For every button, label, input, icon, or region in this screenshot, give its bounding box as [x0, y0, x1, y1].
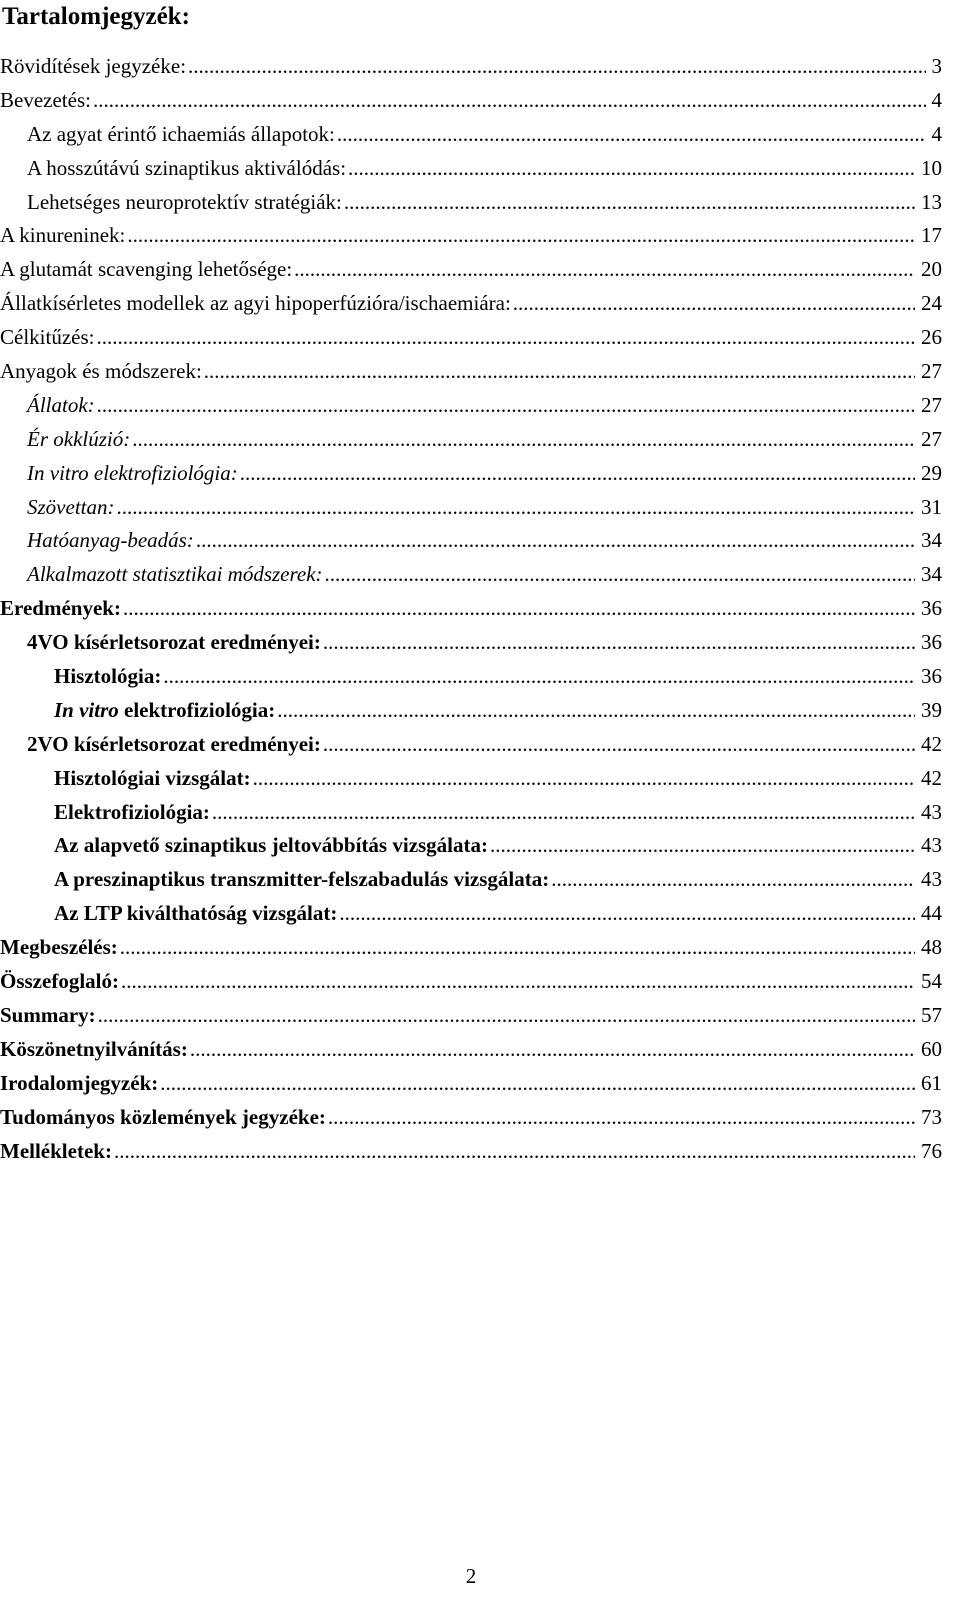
- toc-entry-page-number: 20: [921, 257, 942, 282]
- toc-entry-label: Állatkísérletes modellek az agyi hipoperfúzióra/ischaemiára:: [0, 291, 511, 316]
- toc-entry-label: Köszönetnyilvánítás:: [0, 1036, 188, 1061]
- toc-entry[interactable]: [0, 321, 942, 355]
- dot-leader: [196, 524, 915, 558]
- toc-entry[interactable]: [0, 524, 942, 558]
- toc-entry-page-number: 3: [931, 54, 942, 78]
- toc-entry-label: 2VO kísérletsorozat eredményei:: [27, 731, 321, 756]
- toc-entry[interactable]: [0, 355, 942, 389]
- dot-leader: [96, 321, 915, 355]
- toc-entry-label: Hisztológia:: [54, 664, 162, 689]
- toc-entry[interactable]: [0, 1135, 942, 1169]
- toc-entry[interactable]: [0, 1067, 942, 1101]
- toc-entry[interactable]: [0, 931, 942, 965]
- toc-entry[interactable]: [0, 152, 942, 186]
- dot-leader: [190, 1033, 915, 1067]
- toc-entry-label: Célkitűzés:: [0, 325, 95, 350]
- toc-entry-page-number: 24: [921, 291, 942, 316]
- toc-entry-label: Mellékletek:: [0, 1138, 112, 1163]
- toc-entry[interactable]: [0, 1033, 942, 1067]
- toc-entry-page-number: 17: [921, 223, 942, 248]
- toc-entry-label: Lehetséges neuroprotektív stratégiák:: [27, 189, 342, 214]
- dot-leader: [513, 287, 915, 321]
- dot-leader: [344, 186, 915, 220]
- toc-entry-page-number: 43: [921, 799, 942, 824]
- toc-entry[interactable]: [0, 897, 942, 931]
- toc-entry-page-number: 42: [921, 765, 942, 790]
- toc-entry[interactable]: [0, 389, 942, 423]
- dot-leader: [120, 931, 915, 965]
- page-number: 2: [465, 1564, 477, 1588]
- dot-leader: [337, 118, 926, 152]
- toc-entry[interactable]: [0, 626, 942, 660]
- toc-entry-label: Anyagok és módszerek:: [0, 359, 202, 384]
- toc-entry-label: A hosszútávú szinaptikus aktiválódás:: [27, 155, 347, 180]
- toc-entry-page-number: 34: [921, 528, 942, 553]
- toc-entry[interactable]: [0, 491, 942, 525]
- dot-leader: [240, 457, 915, 491]
- toc-entry[interactable]: [0, 50, 942, 84]
- toc-entry[interactable]: [0, 253, 942, 287]
- toc-entry-label: A glutamát scavenging lehetősége:: [0, 257, 293, 282]
- toc-entry[interactable]: [0, 999, 942, 1033]
- dot-leader: [325, 558, 915, 592]
- toc-entry-page-number: 4: [931, 121, 942, 146]
- toc-entry[interactable]: [0, 219, 942, 253]
- toc-entry-label: Az LTP kiválthatóság vizsgálat:: [54, 901, 338, 926]
- toc-entry-page-number: 29: [921, 460, 942, 485]
- dot-leader: [551, 863, 915, 897]
- toc-entry[interactable]: [0, 287, 942, 321]
- toc-entry-label-italic: In vitro: [54, 697, 119, 722]
- toc-entry[interactable]: [0, 1101, 942, 1135]
- toc-entry-label: A preszinaptikus transzmitter-felszabadulás vizsgálata:: [54, 867, 550, 892]
- dot-leader: [294, 253, 915, 287]
- toc-entry-page-number: 34: [921, 562, 942, 587]
- toc-entry-label: Az agyat érintő ichaemiás állapotok:: [27, 121, 335, 146]
- toc-entry-page-number: 61: [921, 1070, 942, 1095]
- dot-leader: [204, 355, 915, 389]
- toc-entry-label: Az alapvető szinaptikus jeltovábbítás vizsgálata:: [54, 833, 489, 858]
- dot-leader: [97, 389, 915, 423]
- toc-entry[interactable]: [0, 558, 942, 592]
- toc-entry-label: Irodalomjegyzék:: [0, 1070, 159, 1095]
- dot-leader: [348, 152, 915, 186]
- toc-entry-label: Alkalmazott statisztikai módszerek:: [27, 562, 323, 587]
- toc-entry-page-number: 54: [921, 969, 942, 994]
- toc-entry-label: Állatok:: [27, 392, 95, 417]
- toc-entry-label: Bevezetés:: [0, 87, 91, 112]
- toc-entry-page-number: 42: [921, 731, 942, 756]
- toc-entry-page-number: 43: [921, 867, 942, 892]
- toc-entry[interactable]: [0, 186, 942, 220]
- toc-entry-label: [54, 694, 275, 728]
- toc-entry[interactable]: [0, 118, 942, 152]
- toc-entry-page-number: 43: [921, 833, 942, 858]
- toc-entry-page-number: 48: [921, 935, 942, 960]
- toc-entry-page-number: 57: [921, 1002, 942, 1027]
- dot-leader: [98, 999, 915, 1033]
- toc-entry-label: Hisztológiai vizsgálat:: [54, 765, 251, 790]
- dot-leader: [323, 626, 915, 660]
- toc-entry[interactable]: [0, 592, 942, 626]
- toc-entry-label: Ér okklúzió:: [27, 426, 131, 451]
- toc-entry-page-number: 13: [921, 189, 942, 214]
- toc-entry-page-number: 10: [921, 155, 942, 180]
- toc-entry[interactable]: [0, 762, 942, 796]
- toc-entry[interactable]: [0, 423, 942, 457]
- toc-entry-page-number: 27: [921, 392, 942, 417]
- dot-leader: [121, 965, 915, 999]
- toc-entry-label: Rövidítések jegyzéke:: [0, 54, 187, 78]
- toc-entry-label: Eredmények:: [0, 596, 121, 621]
- toc-entry-page-number: 36: [921, 596, 942, 621]
- toc-entry-page-number: 60: [921, 1036, 942, 1061]
- dot-leader: [490, 829, 915, 863]
- toc-entry[interactable]: [0, 84, 942, 118]
- toc-entry-label: Szövettan:: [27, 494, 115, 519]
- toc-entry[interactable]: [0, 796, 942, 830]
- toc-entry[interactable]: [0, 965, 942, 999]
- toc-entry-page-number: 44: [921, 901, 942, 926]
- toc-entry-label: Summary:: [0, 1002, 96, 1027]
- dot-leader: [93, 84, 926, 118]
- toc-entry-page-number: 76: [921, 1138, 942, 1163]
- toc-entry-page-number: 36: [921, 630, 942, 655]
- toc-entry-label: Tudományos közlemények jegyzéke:: [0, 1104, 326, 1129]
- dot-leader: [114, 1135, 915, 1169]
- dot-leader: [253, 762, 915, 796]
- dot-leader: [323, 728, 915, 762]
- dot-leader: [123, 592, 915, 626]
- toc-entry-page-number: 4: [931, 87, 942, 112]
- toc-entry-label: Hatóanyag-beadás:: [27, 528, 194, 553]
- toc-entry-label: A kinureninek:: [0, 223, 126, 248]
- toc-entry-page-number: 39: [921, 697, 942, 722]
- toc-entry-label: Összefoglaló:: [0, 969, 119, 994]
- dot-leader: [339, 897, 915, 931]
- toc-entry-page-number: 26: [921, 325, 942, 350]
- toc-entry[interactable]: [0, 728, 942, 762]
- dot-leader: [160, 1067, 915, 1101]
- toc-entry-page-number: 31: [921, 494, 942, 519]
- dot-leader: [132, 423, 915, 457]
- toc-entry-page-number: 36: [921, 664, 942, 689]
- toc-entry-label: Megbeszélés:: [0, 935, 118, 960]
- table-of-contents: [0, 50, 942, 1168]
- toc-entry[interactable]: [0, 829, 942, 863]
- toc-entry-label-rest: elektrofiziológia:: [118, 697, 276, 722]
- toc-entry[interactable]: [0, 660, 942, 694]
- toc-entry[interactable]: [0, 457, 942, 491]
- toc-entry-page-number: 27: [921, 426, 942, 451]
- toc-entry[interactable]: [0, 863, 942, 897]
- toc-entry-label: In vitro elektrofiziológia:: [27, 460, 238, 485]
- dot-leader: [328, 1101, 915, 1135]
- dot-leader: [163, 660, 915, 694]
- dot-leader: [188, 50, 925, 84]
- dot-leader: [116, 491, 915, 525]
- toc-entry-label: 4VO kísérletsorozat eredményei:: [27, 630, 321, 655]
- dot-leader: [277, 694, 915, 728]
- toc-entry-page-number: 27: [921, 359, 942, 384]
- dot-leader: [212, 796, 915, 830]
- toc-entry-label: Elektrofiziológia:: [54, 799, 210, 824]
- toc-entry[interactable]: [0, 694, 942, 728]
- toc-title: Tartalomjegyzék:: [2, 3, 190, 30]
- toc-entry-page-number: 73: [921, 1104, 942, 1129]
- dot-leader: [127, 219, 915, 253]
